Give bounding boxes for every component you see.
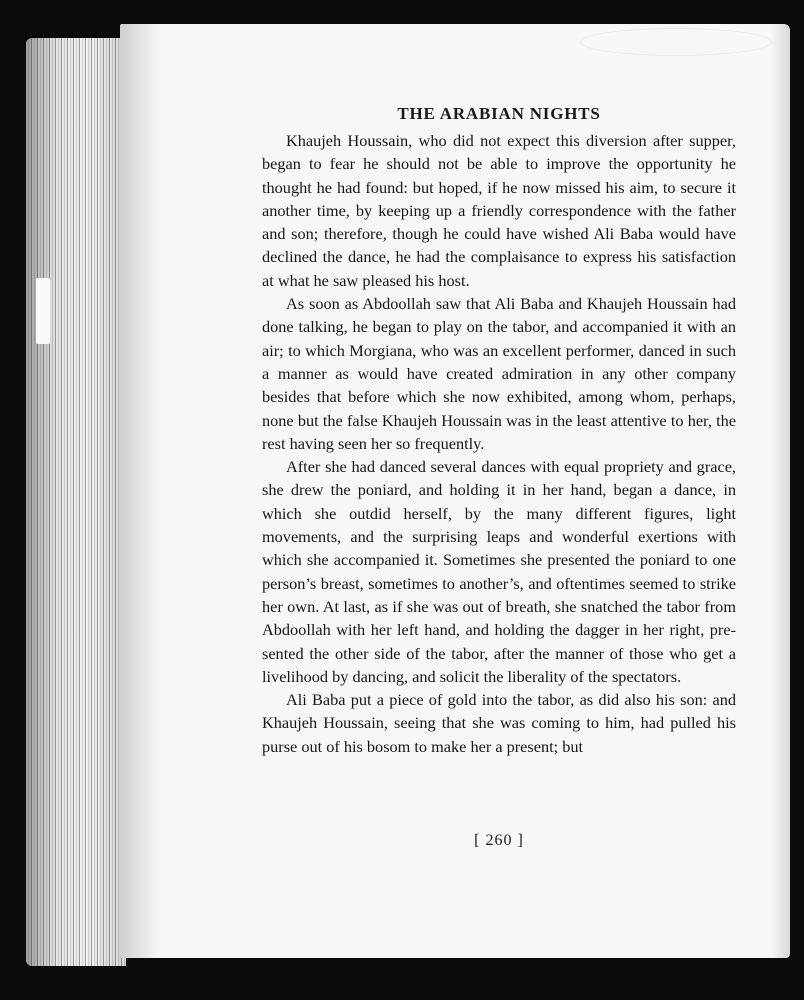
paragraph: Ali Baba put a piece of gold into the tabor, as did also his son: and Khaujeh Houssain, seeing that she was coming to him, had pulled his purse out of his bosom to make her a present; but [262,690,736,756]
paragraph: Khaujeh Houssain, who did not expect this diversion after supper, began to fear he should not be able to improve the opportunity he thought he had found: but hoped, if he now missed his aim, to secure it another time, by keeping up a friendly correspondence with the father and son; therefore, though he could have wished Ali Baba would have declined the dance, he had the complaisance to express his satisfaction at what he saw pleased his host. [262,131,736,290]
page-edges-shadow [26,38,126,966]
page-right-shade [770,24,790,958]
show-through-mark [580,28,772,56]
page-edge-tab [36,278,50,344]
body-text [262,129,736,758]
paragraph: After she had danced several dances with equal propriety and grace, she drew the poniard, and holding it in her hand, began a dance, in which she outdid herself, by the many different figures, light movements, and the surprising leaps and wonderful exertions with which she accompanied it. Sometimes she presented the poniard to one person’s breast, sometimes to another’s, and oftentimes seemed to strike her own. At last, as if she was out of breath, she snatched the tabor from Abdoollah with her left hand, and holding the dagger in her right, presented the other side of the tabor, after the manner of those who get a livelihood by dancing, and solicit the liberality of the spectators. [262,457,736,686]
running-head: THE ARABIAN NIGHTS [397,104,601,123]
gutter-shadow [120,24,160,958]
paragraph: As soon as Abdoollah saw that Ali Baba and Khaujeh Houssain had done talking, he began to play on the tabor, and accompanied it with an air; to which Morgiana, who was an excellent performer, danced in such a manner as would have created admiration in any other company besides that before which she now exhibited, among whom, perhaps, none but the false Khaujeh Houssain was in the least attentive to her, the rest having seen her so frequently. [262,294,736,453]
page-number: [ 260 ] [474,832,524,849]
